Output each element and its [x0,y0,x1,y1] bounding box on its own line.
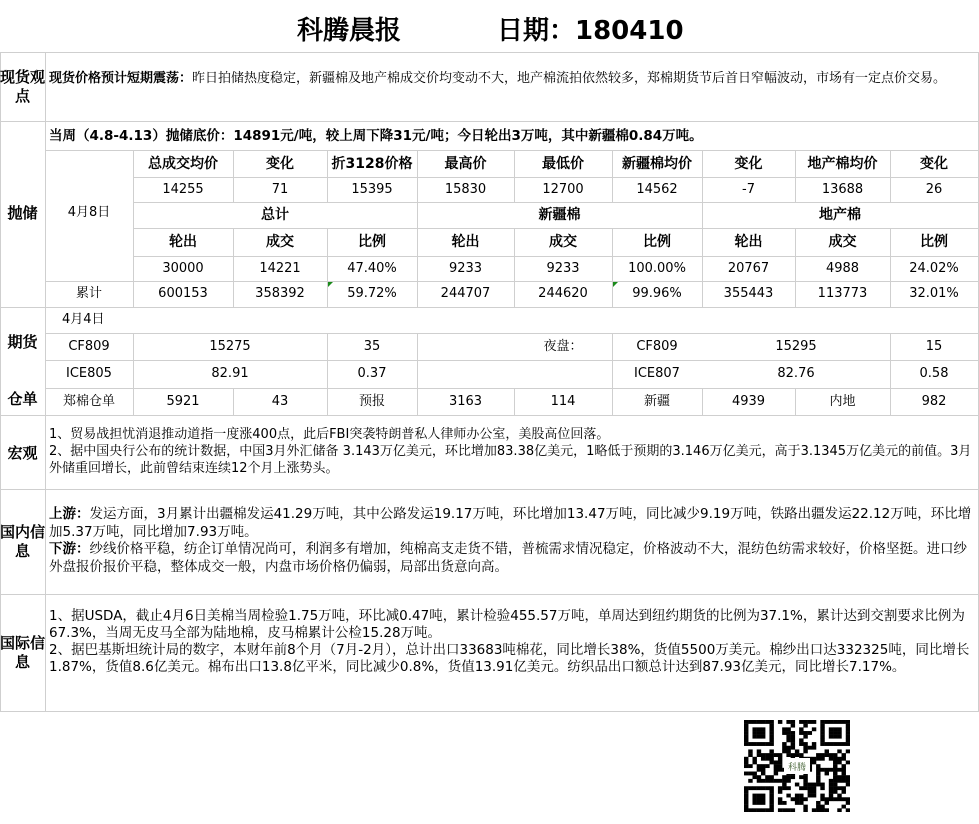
auction-daily-cell: 24.02% [909,261,959,276]
report-title: 科腾晨报 [297,16,402,46]
warehouse-cell: 4939 [731,394,766,409]
auction-subheader-cell: 成交 [266,234,294,250]
auction-daily-cell: 30000 [162,261,204,276]
auction-daily-cell: 20767 [727,261,770,276]
warehouse-cell: 5921 [166,394,200,409]
auction-cumulative-cell: 32.01% [909,286,959,301]
qr-logo-text: 科腾 [787,763,807,773]
auction-value-cell: 14255 [162,182,204,197]
auction-date: 4月8日 [67,205,111,220]
auction-cumulative-cell: 59.72% [347,286,397,301]
auction-cumulative-cell: 358392 [255,286,305,301]
auction-cumulative-cell: 113773 [817,286,868,301]
auction-value-cell: 15830 [444,182,487,197]
macro-section-label: 宏观 [7,444,38,462]
auction-value-cell: 15395 [351,182,393,197]
group-total: 总计 [261,207,289,223]
warehouse-cell: 3163 [448,394,483,409]
warehouse-cell: 内地 [829,394,856,409]
ice-change: 0.37 [357,366,387,381]
report-date: 日期：180410 [497,16,684,46]
night-session-label: 夜盘： [543,339,583,354]
auction-daily-cell: 9233 [448,261,483,276]
auction-header-cell: 变化 [920,156,948,172]
warehouse-cell: 114 [550,394,576,409]
night-contract: CF809 [636,339,678,354]
auction-header-cell: 最低价 [542,156,584,172]
warehouse-cell: 982 [921,394,947,409]
downstream-text: 纱线价格平稳，纺企订单情况尚可，利润多有增加，纯棉高支走货不错，普梳需求情况稳定，价格波动不大，混纺色纺需求较好，价格坚挺。进口纱外盘报价报价平稳，整体成交一般，内盘市场价格仍偏弱，局部出货意向高。 [49,541,967,575]
spot-section-label: 现货观点 [0,68,46,105]
auction-value-cell: 26 [925,182,943,197]
spot-view [49,70,977,87]
ice-night-change: 0.58 [919,366,949,381]
warehouse-cell: 预报 [358,394,385,409]
auction-value-cell: 71 [271,182,289,197]
domestic-text [49,506,977,576]
ice-night-price: 82.76 [777,366,815,381]
auction-subheader-cell: 比例 [358,234,386,250]
ice-contract: ICE805 [66,366,112,381]
group-local: 地产棉 [819,207,861,223]
auction-subheader-cell: 轮出 [734,234,763,250]
intl-line-1: 1、据USDA，截止4月6日美棉当周检验1.75万吨，环比减0.47吨，累计检验455.57万吨，单周达到纽约期货的比例为37.1%，累计达到交割要求比例为67.3%，当周无皮马全部为陆地棉，皮马棉累计公检15.28万吨。 [49,608,965,641]
future-contract-cf809: CF809 [68,339,110,354]
futures-section-label: 期货 [7,333,38,351]
upstream-text: 发运方面，3月累计出疆棉发运41.29万吨，其中公路发运19.17万吨，环比增加13.47万吨，同比减少9.19万吨，铁路出疆发运22.12万吨，环比增加5.37万吨，同比增加7.93万吨。 [49,506,972,540]
group-xinjiang: 新疆棉 [538,207,581,223]
auction-daily-cell: 100.00% [628,261,686,276]
auction-daily-cell: 47.40% [347,261,397,276]
auction-section-label: 抛储 [7,204,38,222]
night-change: 15 [925,339,943,354]
intl-line-2: 2、据巴基斯坦统计局的数字，本财年前8个月（7月-2月），总计出口33683吨棉花，同比增长38%，货值5500万美元。棉纱出口达332325吨，同比增长1.87%，货值8.6亿美元。棉布出口13.8亿平米，同比减少0.8%，货值13.91亿美元。纺织品出口额总计达到87.93亿美元，同比增长7.17%。 [49,642,970,675]
auction-header-cell: 折3128价格 [331,156,413,172]
auction-header-cell: 变化 [734,156,763,172]
auction-header-cell: 最高价 [444,156,487,172]
downstream-label: 下游： [49,541,90,557]
macro-text [49,426,977,477]
auction-cumulative-cell: 244620 [538,286,588,301]
auction-daily-cell: 14221 [259,261,301,276]
international-text [49,608,977,676]
auction-header-cell: 地产棉均价 [807,156,878,172]
warehouse-cell: 43 [271,394,289,409]
qr-code [744,720,850,812]
auction-value-cell: -7 [742,182,755,197]
auction-subheader-cell: 比例 [920,234,948,250]
warehouse-section-label: 仓单 [7,390,38,408]
auction-value-cell: 13688 [821,182,864,197]
auction-cumulative-cell: 99.96% [632,286,682,301]
auction-cumulative-cell: 355443 [723,286,774,301]
ice-price: 82.91 [211,366,249,381]
cumulative-label: 累计 [75,286,102,301]
international-section-label: 国际信息 [0,634,46,671]
warehouse-cell: 郑棉仓单 [62,394,115,409]
future-change: 35 [363,339,381,354]
auction-subheader-cell: 轮出 [451,234,480,250]
ice-night-contract: ICE807 [634,366,680,381]
auction-cumulative-cell: 600153 [158,286,208,301]
macro-line-1: 1、贸易战担忧消退推动道指一度涨400点，此后FBI突袭特朗普私人律师办公室，美股高位回落。 [49,427,610,442]
auction-header-cell: 总成交均价 [148,156,218,172]
auction-header-cell: 变化 [266,156,294,172]
auction-subheader-cell: 成交 [549,234,577,250]
auction-value-cell: 12700 [542,182,584,197]
night-price: 15295 [775,339,817,354]
warehouse-cell: 新疆 [643,394,670,409]
futures-date: 4月4日 [62,312,105,327]
auction-daily-cell: 9233 [546,261,580,276]
macro-line-2: 2、据中国央行公布的统计数据，中国3月外汇储备 3.143万亿美元，环比增加83.38亿美元，1略低于预期的3.146万亿美元，高于3.1345万亿美元的前值。3月外储重回增长，此前曾结束连续12个月上涨势头。 [49,444,972,476]
spot-headline: 现货价格预计短期震荡： [49,71,193,86]
auction-header-cell: 新疆棉均价 [622,156,692,172]
spot-text: 昨日拍储热度稳定，新疆棉及地产棉成交价均变动不大，地产棉流拍依然较多，郑棉期货节后首日窄幅波动，市场有一定点价交易。 [192,71,947,86]
auction-subheader-cell: 轮出 [169,234,197,250]
auction-value-cell: 14562 [636,182,678,197]
upstream-label: 上游： [49,506,90,522]
auction-subheader-cell: 成交 [828,234,857,250]
auction-summary: 当周（4.8-4.13）抛储底价：14891元/吨，较上周下降31元/吨；今日轮出3万吨，其中新疆棉0.84万吨。 [49,128,703,144]
future-price: 15275 [209,339,251,354]
domestic-section-label: 国内信息 [0,523,46,560]
auction-daily-cell: 4988 [825,261,860,276]
report-header [0,0,979,53]
auction-cumulative-cell: 244707 [440,286,491,301]
auction-subheader-cell: 比例 [643,234,671,250]
